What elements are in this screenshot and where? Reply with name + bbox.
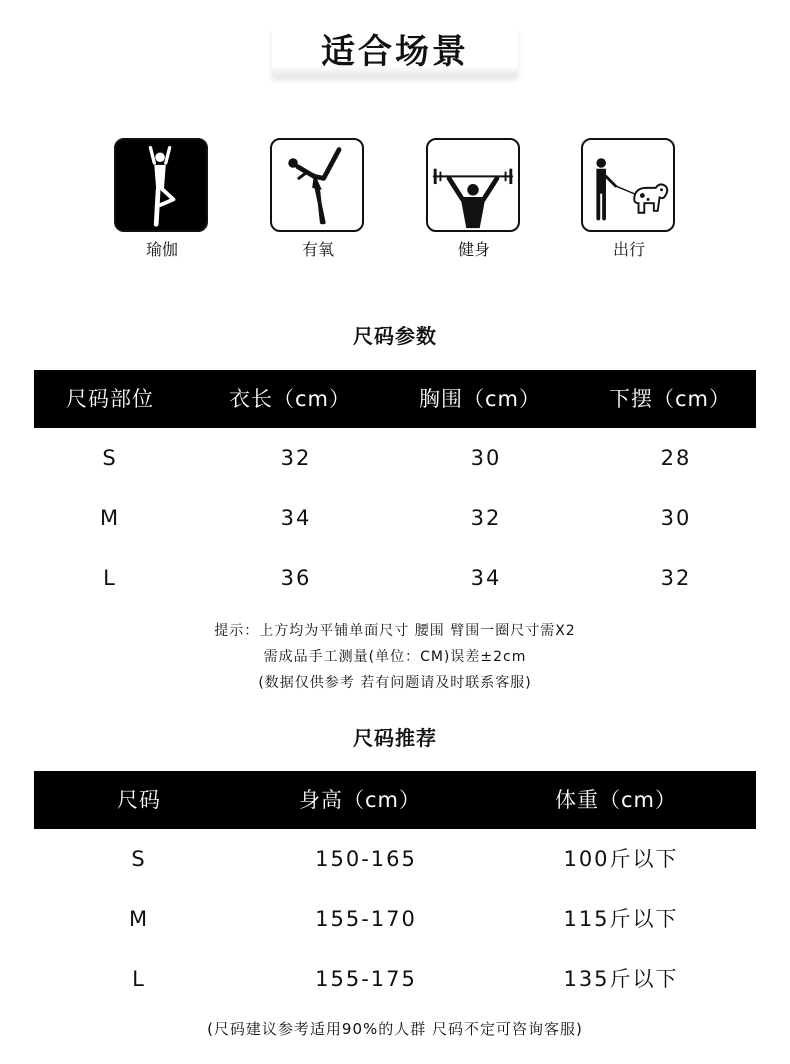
table-cell: S [102, 446, 118, 470]
table-cell: 135斤以下 [563, 967, 679, 991]
scene-label: 出行 [612, 240, 645, 259]
yoga-icon [114, 138, 208, 232]
scene-label: 有氧 [301, 240, 334, 259]
table-cell: 36 [280, 566, 312, 590]
size-recommend-table [34, 771, 756, 1009]
table-cell: 150-165 [315, 847, 417, 871]
table-cell: 30 [470, 446, 502, 470]
header-cell: 尺码 [117, 788, 161, 812]
aerobic-kick-icon [270, 138, 364, 232]
table-row [34, 488, 756, 548]
size-notes [0, 618, 790, 696]
size-recommend-title: 尺码推荐 [353, 726, 437, 750]
size-params-title: 尺码参数 [353, 324, 437, 348]
note-line: 需成品手工测量(单位：CM)误差±2cm [263, 649, 527, 665]
table-cell: 32 [280, 446, 312, 470]
table-cell: 30 [660, 506, 692, 530]
table-cell: L [132, 967, 146, 991]
header-cell: 尺码部位 [66, 387, 154, 411]
table-cell: L [103, 566, 117, 590]
scene-label: 健身 [457, 240, 490, 259]
table-cell: 32 [660, 566, 692, 590]
header-cell: 身高（cm） [298, 788, 422, 812]
header-cell: 胸围（cm） [418, 387, 542, 411]
size-params-table [34, 370, 756, 608]
table-cell: 155-170 [315, 907, 417, 931]
footer-note: (尺码建议参考适用90%的人群 尺码不定可咨询客服) [207, 1020, 583, 1038]
dog-walking-icon [581, 138, 675, 232]
note-line: (数据仅供参考 若有问题请及时联系客服) [258, 675, 532, 691]
table-row [34, 829, 756, 889]
table-cell: M [99, 506, 121, 530]
table-cell: 34 [470, 566, 502, 590]
page-title: 适合场景 [321, 32, 469, 72]
scene-label: 瑜伽 [145, 240, 178, 259]
table-cell: 34 [280, 506, 312, 530]
scene-fitness [426, 138, 522, 260]
table-row [34, 548, 756, 608]
table-cell: S [131, 847, 147, 871]
table-cell: 32 [470, 506, 502, 530]
table-cell: 115斤以下 [563, 907, 679, 931]
scene-yoga [114, 138, 210, 260]
table-row [34, 949, 756, 1009]
table-header [34, 771, 756, 829]
scene-travel [581, 138, 677, 260]
table-row [34, 428, 756, 488]
header-cell: 体重（cm） [554, 788, 678, 812]
scene-aerobic [270, 138, 366, 260]
scene-icons-row [0, 138, 790, 268]
weightlifting-icon [426, 138, 520, 232]
table-header [34, 370, 756, 428]
header-cell: 衣长（cm） [228, 387, 352, 411]
table-cell: 100斤以下 [563, 847, 679, 871]
table-row [34, 889, 756, 949]
table-cell: 155-175 [315, 967, 417, 991]
table-cell: M [128, 907, 150, 931]
note-line: 提示：上方均为平铺单面尺寸 腰围 臂围一圈尺寸需X2 [214, 623, 576, 639]
header-cell: 下摆（cm） [608, 387, 732, 411]
title-banner [272, 28, 518, 76]
table-cell: 28 [660, 446, 692, 470]
